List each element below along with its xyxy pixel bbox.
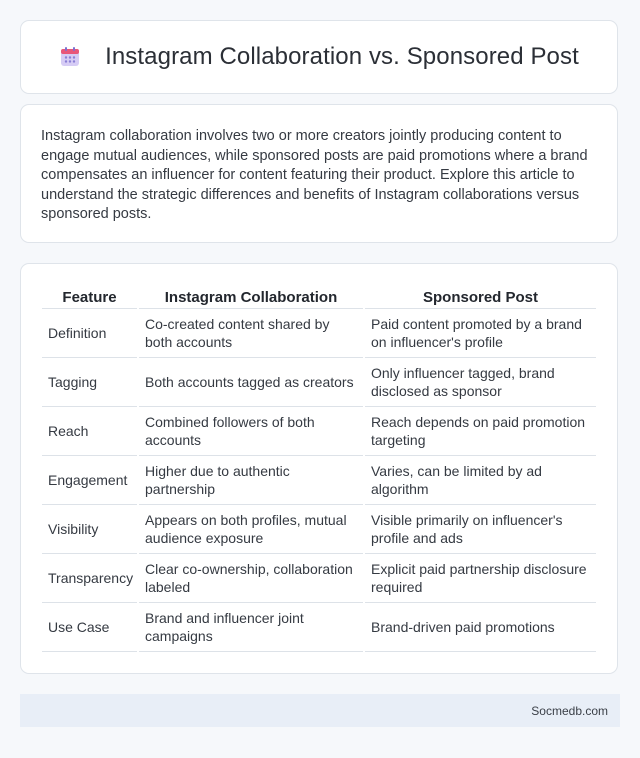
sponsored-cell: Paid content promoted by a brand on influencer's profile — [365, 309, 596, 358]
collaboration-cell: Co-created content shared by both accounts — [139, 309, 363, 358]
table-row — [42, 505, 596, 554]
table-row — [42, 456, 596, 505]
collaboration-cell: Brand and influencer joint campaigns — [139, 603, 363, 652]
comparison-table — [40, 286, 598, 652]
footer-site-link[interactable]: Socmedb.com — [531, 703, 608, 718]
feature-cell: Use Case — [42, 603, 137, 652]
collaboration-cell: Combined followers of both accounts — [139, 407, 363, 456]
page-title: Instagram Collaboration vs. Sponsored Post — [105, 43, 579, 70]
table-row — [42, 554, 596, 603]
comparison-table-card — [20, 263, 618, 674]
title-card — [20, 20, 618, 94]
collaboration-cell: Both accounts tagged as creators — [139, 358, 363, 407]
collaboration-cell: Higher due to authentic partnership — [139, 456, 363, 505]
sponsored-cell: Only influencer tagged, brand disclosed as sponsor — [365, 358, 596, 407]
header-instagram-collaboration: Instagram Collaboration — [139, 286, 363, 309]
collaboration-cell: Clear co-ownership, collaboration labeled — [139, 554, 363, 603]
sponsored-cell: Visible primarily on influencer's profile and ads — [365, 505, 596, 554]
feature-cell: Reach — [42, 407, 137, 456]
table-row — [42, 603, 596, 652]
table-header-row — [42, 286, 596, 309]
sponsored-cell: Explicit paid partnership disclosure required — [365, 554, 596, 603]
table-row — [42, 407, 596, 456]
header-sponsored-post: Sponsored Post — [365, 286, 596, 309]
collaboration-cell: Appears on both profiles, mutual audience exposure — [139, 505, 363, 554]
sponsored-cell: Reach depends on paid promotion targeting — [365, 407, 596, 456]
table-row — [42, 358, 596, 407]
feature-cell: Tagging — [42, 358, 137, 407]
sponsored-cell: Brand-driven paid promotions — [365, 603, 596, 652]
header-feature: Feature — [42, 286, 137, 309]
feature-cell: Visibility — [42, 505, 137, 554]
feature-cell: Engagement — [42, 456, 137, 505]
feature-cell: Transparency — [42, 554, 137, 603]
sponsored-cell: Varies, can be limited by ad algorithm — [365, 456, 596, 505]
table-row — [42, 309, 596, 358]
footer-bar — [20, 694, 620, 727]
feature-cell: Definition — [42, 309, 137, 358]
calendar-icon — [59, 46, 81, 68]
intro-card — [20, 104, 618, 243]
intro-paragraph: Instagram collaboration involves two or more creators jointly producing content to engage mutual audiences, while sponsored posts are paid promotions where a brand compensates an influencer for content featuring their product. Explore this article to understand the strategic differences and benefits of Instagram collaborations versus sponsored posts. — [41, 128, 588, 223]
